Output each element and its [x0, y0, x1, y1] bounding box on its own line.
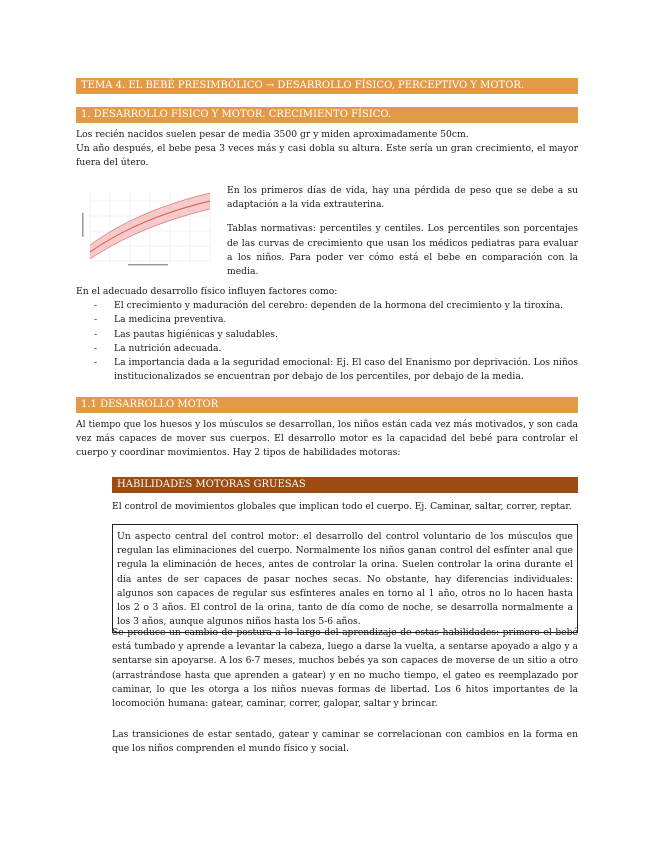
paragraph-birth-weight: Los recién nacidos suelen pesar de media 3500 gr y miden aproximadamente 50cm. — [76, 129, 469, 140]
paragraph-posture-change: Se produce un cambio de postura a lo largo del aprendizaje de estas habilidades: primero el bebé está tumbado y aprende a levantar la cabeza, luego a darse la vuelta, a sentarse apoyado a algo y a sentarse sin apoyarse. A los 6-7 meses, muchos bebés ya son capaces de moverse de un sitio a otro (arrastrándose hasta que aprenden a gatear) y en no mucho tiempo, el gateo es reemplazado por caminar, lo que les otorga a los niños nuevas formas de libertad. Los 6 hitos importantes de la locomoción humana: gatear, caminar, correr, galopar, saltar y brincar. — [112, 627, 578, 710]
paragraph-first-year: Un año después, el bebe pesa 3 veces más y casi dobla su altura. Este sería un gran crecimiento, el mayor fuera del útero. — [76, 143, 578, 169]
paragraph-percentiles: Tablas normativas: percentiles y centiles. Los percentiles son porcentajes de las curvas de crecimiento que usan los médicos pediatras para evaluar a los niños. Para poder ver cómo está el bebe en comparación con la media. — [227, 223, 578, 278]
growth-chart-image — [80, 183, 218, 271]
section-1-1-heading-bar — [76, 397, 578, 413]
paragraph-sphincter-control: Un aspecto central del control motor: el desarrollo del control voluntario de los músculos que regulan las eliminaciones del cuerpo. Normalmente los niños ganan control del esfínter anal que regula la eliminación de heces, antes de controlar la orina. Suelen controlar la orina durante el día antes de ser capaces de pasar noches secas. No obstante, hay diferencias individuales: algunos son capaces de regular sus esfínteres anales en torno al 1 año, otros no lo hacen hasta los 2 o 3 años. El control de la orina, tanto de día como de noche, se desarrolla normalmente a los 3 años, aunque algunos niños hasta los 5-6 años. — [117, 531, 573, 628]
section-1-1-heading: 1.1 DESARROLLO MOTOR — [81, 399, 219, 410]
posture-change-text — [112, 626, 578, 711]
paragraph-weight-loss: En los primeros días de vida, hay una pérdida de peso que se debe a su adaptación a la vida extrauterina. — [227, 185, 578, 211]
gross-motor-heading: HABILIDADES MOTORAS GRUESAS — [117, 479, 306, 490]
factors-list — [76, 299, 578, 384]
factors-intro: En el adecuado desarrollo físico influyen factores como: — [76, 286, 338, 297]
chart-side-text — [227, 184, 578, 279]
section-1-heading: 1. DESARROLLO FÍSICO Y MOTOR. CRECIMIENTO FÍSICO. — [81, 109, 392, 120]
list-item: - La medicina preventiva. — [76, 313, 578, 327]
intro-text — [76, 128, 578, 171]
factors-block — [76, 285, 578, 384]
document-title-bar — [76, 78, 578, 94]
list-item: - La nutrición adecuada. — [76, 342, 578, 356]
paragraph-transitions: Las transiciones de estar sentado, gatear y caminar se correlacionan con cambios en la forma en que los niños comprenden el mundo físico y social. — [112, 729, 578, 755]
list-item: - El crecimiento y maduración del cerebro: dependen de la hormona del crecimiento y la tiroxina. — [76, 299, 578, 313]
gross-motor-heading-bar — [112, 477, 578, 493]
paragraph-motor-development: Al tiempo que los huesos y los músculos se desarrollan, los niños están cada vez más motivados, y son cada vez más capaces de mover sus cuerpos. El desarrollo motor es la capacidad del bebé para controlar el cuerpo y coordinar movimientos. Hay 2 tipos de habilidades motoras: — [76, 419, 578, 459]
gross-motor-definition — [112, 500, 578, 514]
section-1-heading-bar — [76, 107, 578, 123]
list-item: - Las pautas higiénicas y saludables. — [76, 328, 578, 342]
transitions-text — [112, 728, 578, 756]
document-title: TEMA 4. EL BEBÉ PRESIMBÓLICO → DESARROLLO FÍSICO, PERCEPTIVO Y MOTOR. — [81, 80, 525, 91]
list-item: - La importancia dada a la seguridad emocional: Ej. El caso del Enanismo por deprivación. Los niños institucionalizados se encuentran por debajo de los percentiles, por debajo de la media. — [76, 356, 578, 384]
motor-development-text — [76, 418, 578, 461]
paragraph-gross-motor-definition: El control de movimientos globales que implican todo el cuerpo. Ej. Caminar, saltar, correr, reptar. — [112, 501, 572, 512]
sphincter-control-box — [112, 524, 578, 633]
